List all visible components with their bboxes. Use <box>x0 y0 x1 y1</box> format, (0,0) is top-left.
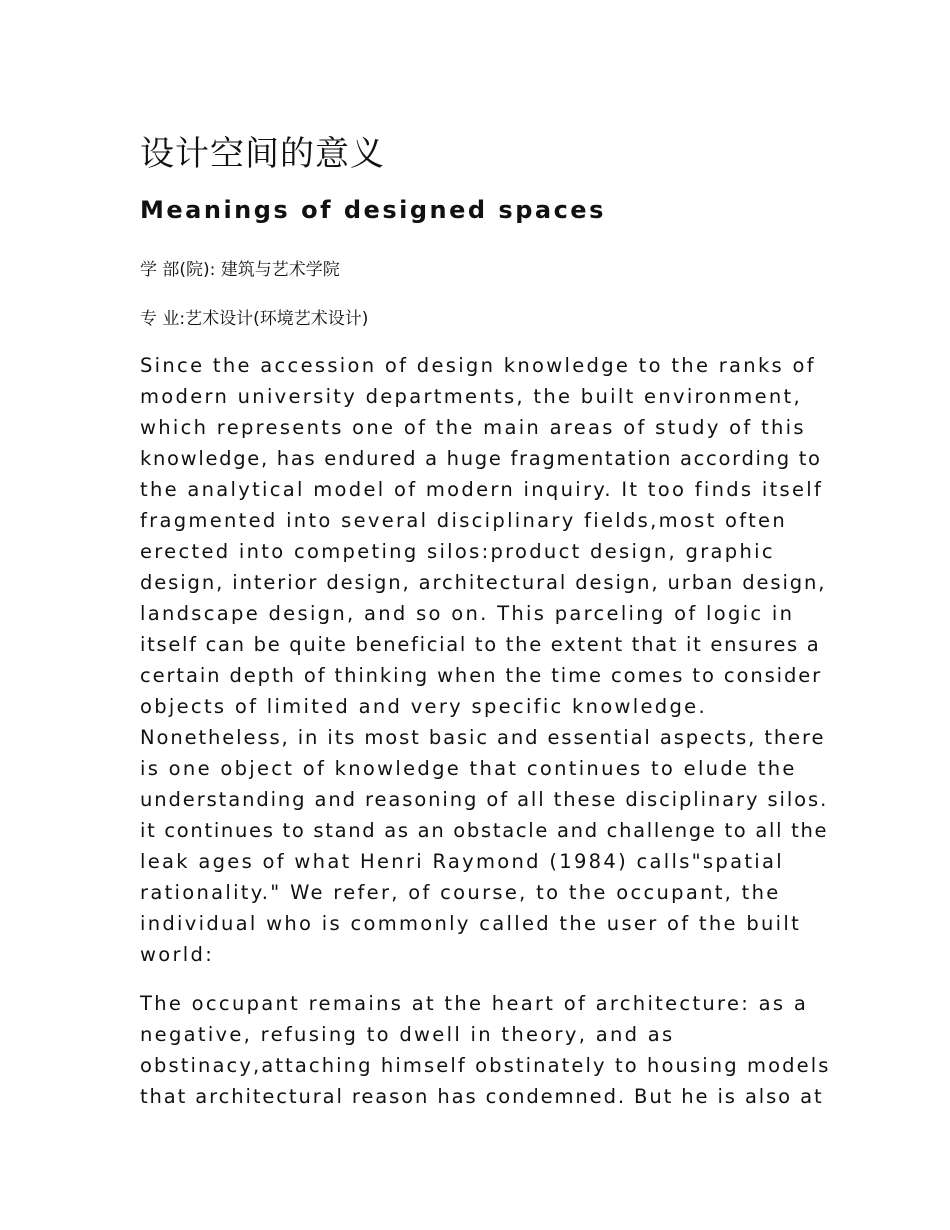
meta-major: 专 业:艺术设计(环境艺术设计) <box>140 309 369 329</box>
text-line: which represents one of the main areas of study of this <box>140 416 806 439</box>
title-chinese: 设计空间的意义 <box>140 134 385 174</box>
body-paragraph <box>140 350 830 970</box>
text-line: modern university departments, the built environment, <box>140 385 803 408</box>
body-paragraph <box>140 988 830 1112</box>
text-line: that architectural reason has condemned. But he is also at <box>140 1085 824 1108</box>
title-english: Meanings of designed spaces <box>140 196 606 224</box>
text-line: The occupant remains at the heart of architecture: as a <box>140 992 809 1015</box>
text-line: design, interior design, architectural design, urban design, <box>140 571 827 594</box>
text-line: knowledge, has endured a huge fragmentation according to <box>140 447 822 470</box>
meta-faculty: 学 部(院): 建筑与艺术学院 <box>140 260 340 280</box>
text-line: world: <box>140 943 215 966</box>
text-line: Nonetheless, in its most basic and essential aspects, there <box>140 726 826 749</box>
text-line: individual who is commonly called the user of the built <box>140 912 802 935</box>
text-line: leak ages of what Henri Raymond (1984) calls"spatial <box>140 850 784 873</box>
text-line: fragmented into several disciplinary fields,most often <box>140 509 787 532</box>
text-line: it continues to stand as an obstacle and challenge to all the <box>140 819 829 842</box>
text-line: itself can be quite beneficial to the extent that it ensures a <box>140 633 821 656</box>
text-line: Since the accession of design knowledge to the ranks of <box>140 354 816 377</box>
text-line: erected into competing silos:product design, graphic <box>140 540 775 563</box>
text-line: negative, refusing to dwell in theory, and as <box>140 1023 675 1046</box>
text-line: certain depth of thinking when the time comes to consider <box>140 664 823 687</box>
text-line: rationality." We refer, of course, to the occupant, the <box>140 881 781 904</box>
text-line: objects of limited and very specific knowledge. <box>140 695 707 718</box>
text-line: obstinacy,attaching himself obstinately to housing models <box>140 1054 831 1077</box>
text-line: understanding and reasoning of all these disciplinary silos. <box>140 788 829 811</box>
text-line: is one object of knowledge that continues to elude the <box>140 757 797 780</box>
text-line: the analytical model of modern inquiry. It too finds itself <box>140 478 824 501</box>
text-line: landscape design, and so on. This parceling of logic in <box>140 602 795 625</box>
